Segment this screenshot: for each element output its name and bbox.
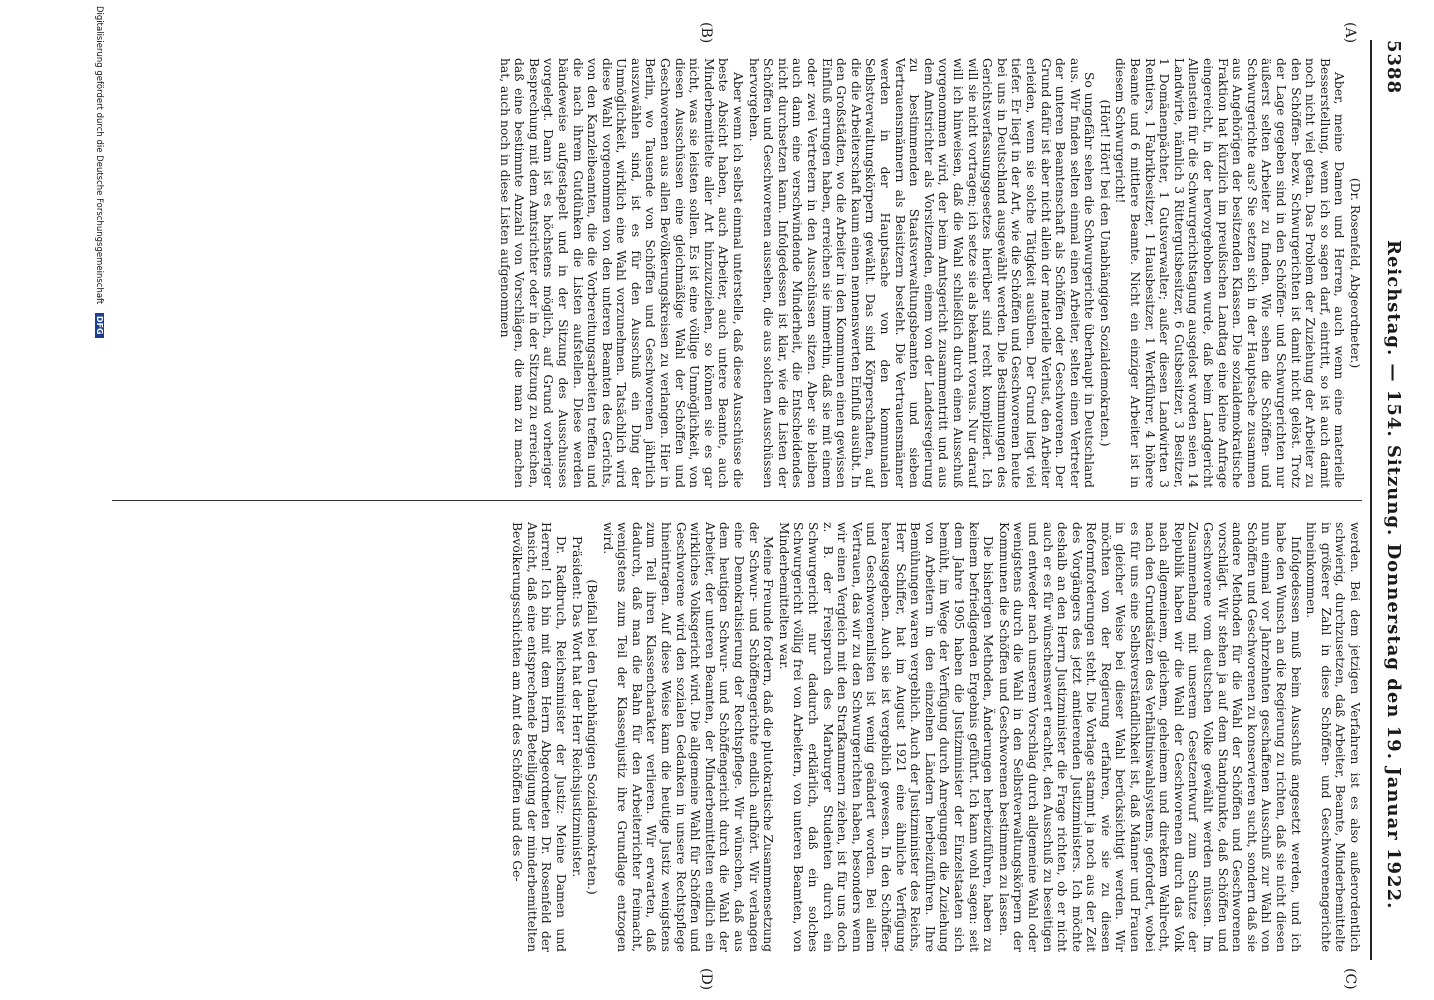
margin-marker-d: (D) xyxy=(698,968,714,991)
paragraph: Aber, meine Damen und Herren, auch wenn eine materielle Besserstellung, wenn ich so sagen darf, eintritt, so ist auch damit noch nicht viel getan. Das Problem der Zuziehung der Arbeiter zu den Schöffen- bezw. Schwurgerichten ist damit nicht gelöst. Trotz der Lage gegeben sind in den Schöffen- und Schwurgerichten nur äußerst selten Arbeiter zu finden. Wie sehen die Schöffen- und Schwurgerichte aus? Sie setzen sich in der Hauptsache zusammen aus Angehörigen der besitzenden Klassen. Die sozialdemokratische Fraktion hat kürzlich im preußischen Landtag eine kleine Anfrage eingereicht, in der hervorgehoben wurde, daß beim Landgericht Allenstein für die Schwurgerichtstagung ausgelost worden seien 14 Landwirte, nämlich 3 Rittergutsbesitzer, 6 Gutsbesitzer, 3 Besitzer, 1 Domänenpächter, 1 Gutsverwalter; außer diesen Landwirten 3 Rentiers, 1 Fabrikbesitzer, 1 Hausbesitzer, 1 Werkführer, 4 höhere Beamte und 6 mittlere Beamte. Nicht ein einziger Arbeiter ist in diesem Schwurgericht! xyxy=(1113,58,1347,488)
funding-note-text: Digitalisierung gefördert durch die Deutsche Forschungsgemeinschaft xyxy=(94,6,104,305)
left-text-column xyxy=(112,58,1362,488)
paragraph: (Dr. Rosenfeld, Abgeordneter.) xyxy=(1348,177,1362,369)
digitization-note xyxy=(90,6,104,996)
page-number: 5388 xyxy=(1383,40,1404,95)
paragraph: Präsident: Das Wort hat der Herr Reichsjustizminister. xyxy=(569,536,584,878)
right-text-column xyxy=(112,522,1362,952)
margin-marker-c: (C) xyxy=(1342,968,1358,990)
paragraph: Infolgedessen muß beim Ausschuß angesetzt werden, und ich habe den Wunsch an die Regierung zu richten, daß sie nicht diesen nun einmal vor Jahrzehnten geschaffenen Ausschuß zur Wahl von Schöffen und Geschworenen zu konservieren sucht, sondern daß sie andere Methoden für die Wahl der Schöffen und Geschworenen vorschlägt. Wir stehen ja auf dem Standpunkte, daß Schöffen und Geschworene vom deutschen Volke gewählt werden müssen. Im Zusammenhang mit unserem Gesetzentwurf zum Schutze der Republik haben wir die Wahl der Geschworenen durch das Volk nach allgemeinem, gleichem, geheimem und direktem Wahlrecht, nach den Grundsätzen des Verhältniswahlsystems, gefordert, wobei es für uns eine Selbstverständlichkeit ist, daß Männer und Frauen in gleicher Weise bei dieser Wahl berücksichtigt werden. Wir möchten von der Regierung erfahren, wie sie zu diesen Reformforderungen steht. Die Vorlage stammt ja noch aus der Zeit des Vorgängers des jetzt amtierenden Justizministers. Ich möchte deshalb an den Herrn Justizminister die Frage richten, ob er nicht auch er es für wünschenswert erachtet, den Ausschuß zu beseitigen und entweder nach unserem Vorschlag durch allgemeine Wahl oder wenigstens durch die Wahl in den Selbstverwaltungskörpern der Kommunen die Schöffen und Geschworenen bestimmen zu lassen. xyxy=(996,522,1303,952)
paragraph: Dr. Radbruch, Reichsminister der Justiz: Meine Damen und Herren! Ich bin mit dem Herrn Abgeordneten Dr. Rosenfeld der Ansicht, daß eine entsprechende Beteiligung der minderbemittelten Bevölkerungsschichten am Amt des Schöffen und des Ge- xyxy=(510,522,568,952)
margin-marker-a: (A) xyxy=(1342,22,1358,44)
paragraph: Aber wenn ich selbst einmal unterstelle, daß diese Ausschüsse die beste Absicht haben, auch Arbeiter, auch untere Beamte, auch Minderbemittelte aller Art hinzuzuziehen, so können sie es gar nicht, was sie leisten sollen. Es ist eine völlige Unmöglichkeit, von diesen Ausschüssen eine gleichmäßige Wahl der Schöffen und Geschworenen aus allen Bevölkerungskreisen zu verlangen. Hier in Berlin, wo Tausende von Schöffen und Geschworenen jährlich auszuwählen sind, ist es für den Ausschuß ein Ding der Unmöglichkeit, wirklich eine Wahl vorzunehmen. Tatsächlich wird diese Wahl vorgenommen von den unteren Beamten des Gerichts, von den Kanzleibeamten, die die Vorbereitungsarbeiten treffen und die nach ihrem Gutdünken die Listen aufstellen. Diese werden bändeweise aufgestapelt und in der Sitzung des Ausschusses vorgelegt. Dann ist es höchstens möglich, auf Grund vorheriger Besprechung mit dem Amtsrichter oder in der Sitzung zu erreichen, daß eine bestimmte Anzahl von Vorschlägen, die man zu machen hat, auch noch in diese Listen aufgenommen xyxy=(497,58,746,488)
running-title: Reichstag. — 154. Sitzung. Donnerstag den 19. Januar 1922. xyxy=(1383,240,1404,910)
paragraph: Meine Freunde fordern, daß die plutokratische Zusammensetzung der Schwur- und Schöffengerichte endlich aufhört. Wir verlangen eine Demokratisierung der Rechtspflege. Wir wünschen, daß aus dem heutigen Schwur- und Schöffengericht durch die Wahl der Arbeiter, der unteren Beamten, der Minderbemittelten endlich ein wirkliches Volksgericht wird. Die allgemeine Wahl für Schöffen und Geschworene wird den sozialen Gedanken in unsere Rechtspflege hineintragen. Auf diese Weise kann die heutige Justiz wenigstens zum Teil ihren Klassencharakter verlieren. Wir erwarten, daß dadurch, daß man die Bahn für den Arbeiterrichter freimacht, wenigstens zum Teil der Klassenjustiz ihre Grundlage entzogen wird. xyxy=(600,522,776,952)
page-header xyxy=(1374,40,1404,960)
dfg-logo: DFG xyxy=(95,313,104,338)
paragraph: (Beifall bei den Unabhängigen Sozialdemokraten.) xyxy=(585,579,600,895)
column-divider xyxy=(112,500,1362,501)
paragraph: (Hört! Hört! bei den Unabhängigen Sozialdemokraten.) xyxy=(1097,99,1112,447)
paragraph: werden. Bei dem jetzigen Verfahren ist es also außerordentlich schwierig, durchzusetzen, daß Arbeiter, Beamte, Minderbemittelte in größerer Zahl in diese Schöffen- und Geschworenengerichte hineinkommen. xyxy=(1304,522,1362,952)
header-rule xyxy=(1370,40,1372,960)
paragraph: So ungefähr sehen die Schwurgerichte überhaupt in Deutschland aus. Wir finden selten einmal einen Arbeiter, selten einen Vertreter der unteren Beamtenschaft als Schöffen oder Geschworenen. Der Grund dafür ist aber nicht allein der materielle Verlust, den Arbeiter erleiden, wenn sie solche Tätigkeit ausüben. Der Grund liegt viel tiefer. Er liegt in der Art, wie die Schöffen und Geschworenen heute bei uns in Deutschland ausgewählt werden. Die Bestimmungen des Gerichtsverfassungsgesetzes hierüber sind recht kompliziert. Ich will sie nicht vortragen; ich setze sie als bekannt voraus. Nur darauf will ich hinweisen, daß die Wahl schließlich durch einen Ausschuß vorgenommen wird, der beim Amtsgericht zusammentritt und aus dem Amtsrichter als Vorsitzenden, einem von der Landesregierung zu bestimmenden Staatsverwaltungsbeamten und sieben Vertrauensmännern als Beisitzern besteht. Die Vertrauensmänner werden in der Hauptsache von den kommunalen Selbstverwaltungskörpern gewählt. Das sind Körperschaften, auf die die Arbeiterschaft kaum einen nennenswerten Einfluß ausübt. In den Großstädten, wo die Arbeiter in den Kommunen einen gewissen Einfluß errungen haben, erreichen sie immerhin, daß sie mit einem oder zwei Vertretern in den Ausschüssen sitzen. Aber sie bleiben auch dann eine verschwindende Minderheit, die Entscheidendes nicht durchsetzen kann. Infolgedessen ist klar, wie die Listen der Schöffen und Geschworenen aussehen, die aus solchen Ausschüssen hervorgehen. xyxy=(746,58,1097,488)
paragraph: Die bisherigen Methoden, Änderungen herbeizuführen, haben zu keinem befriedigenden Ergebnis geführt. Ich kann wohl sagen: seit dem Jahre 1905 haben die Justizminister der Einzelstaaten sich bemüht, im Wege der Verfügung durch Anregungen die Zuziehung von Arbeitern in den einzelnen Ländern herbeizuführen. Ihre Bemühungen waren vergeblich. Auch der Justizminister des Reichs, Herr Schiffer, hat im August 1921 eine ähnliche Verfügung herausgegeben. Auch sie ist vergeblich gewesen. In den Schöffen- und Geschworenenlisten ist wenig geändert worden. Bei allem Vertrauen, das wir zu den Schwurgerichten haben, besonders wenn wir einen Vergleich mit den Strafkammern ziehen, ist für uns doch z. B. der Freispruch des Marburger Studenten durch ein Schwurgericht nur dadurch erklärlich, daß ein solches Schwurgericht völlig frei von Arbeitern, von unteren Beamten, von Minderbemittelten war. xyxy=(776,522,996,952)
margin-marker-b: (B) xyxy=(698,22,714,44)
